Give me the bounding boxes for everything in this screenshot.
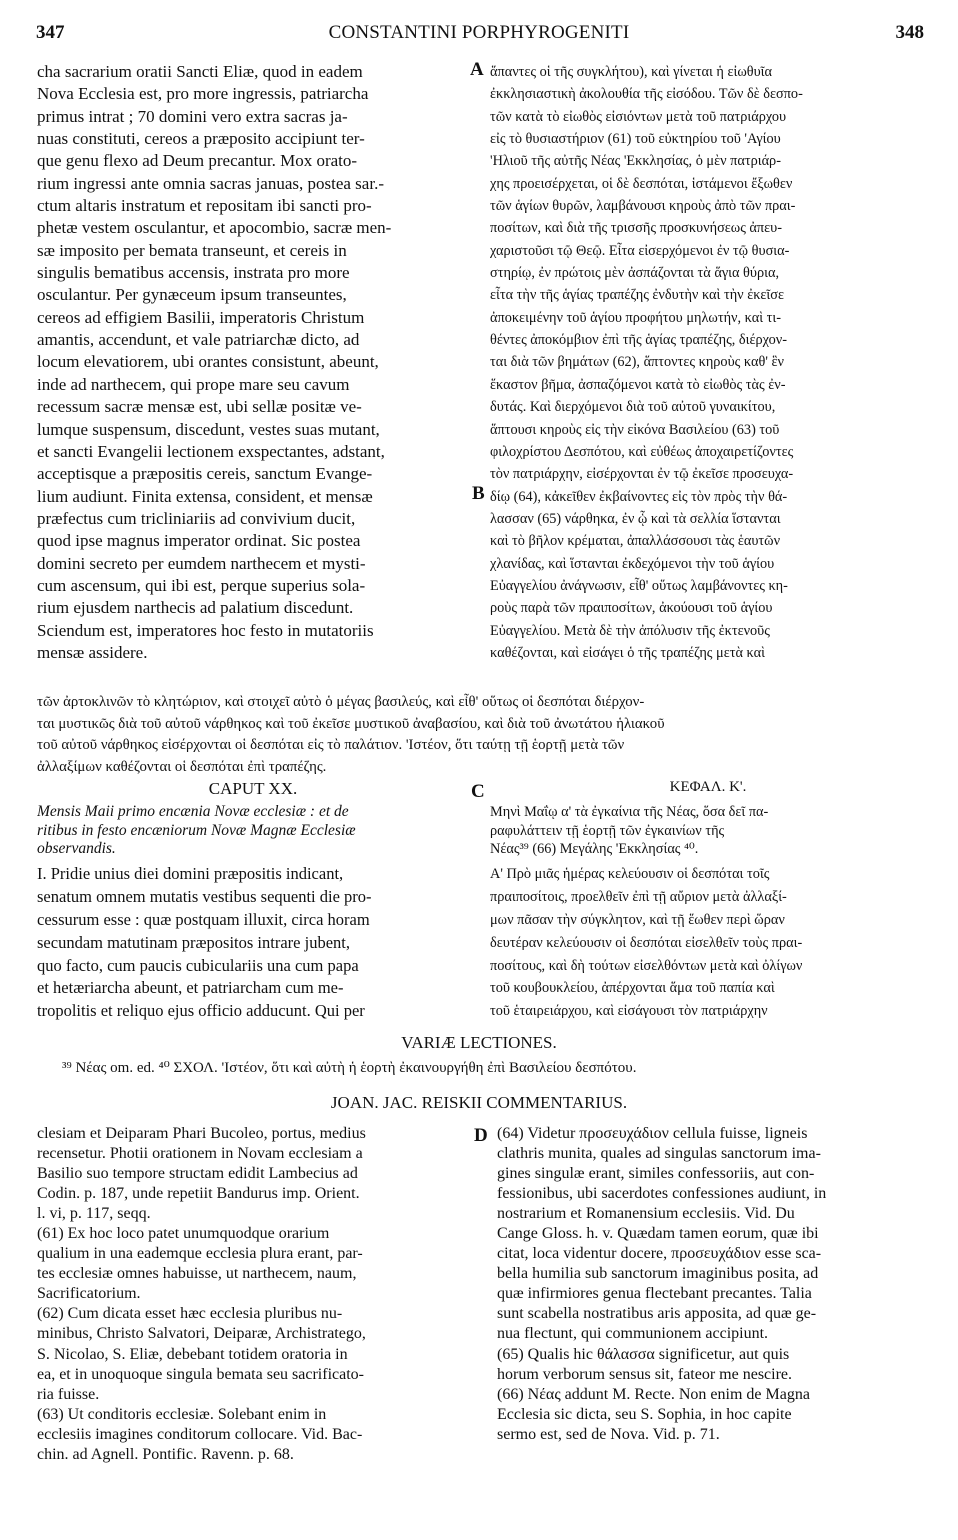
text-line: τοῦ ἑταιρειάρχου, καὶ εἰσάγουσι τὸν πατριάρχην: [490, 1003, 768, 1020]
text-line: S. Nicolao, S. Eliæ, debebant totidem oratoria in: [37, 1345, 348, 1363]
text-line: quæ infirmiores genua flectebant precantes. Talia: [497, 1285, 812, 1303]
text-line: τῶν ἁγίων θυρῶν, λαμβάνουσι κηροὺς ἀπὸ τῶν πραι-: [490, 198, 796, 215]
text-line: primus intrat ; 70 domini vero extra sacras ja-: [37, 106, 348, 126]
text-line: εἰς τὸ θυσιαστήριον (61) τοῦ εὐκτηρίου τοῦ 'Αγίου: [490, 131, 781, 148]
text-line: τὸν πατριάρχην, εἰσέρχονται ἐν τῷ ἐκεῖσε προσευχα-: [490, 466, 794, 483]
text-line: sermo est, sed de Nova. Vid. p. 71.: [497, 1425, 720, 1443]
text-line: (64) Videtur προσευχάδιον cellula fuisse, ligneis: [497, 1125, 808, 1142]
text-line: ποσίτους, καὶ δὴ τούτων εἰσελθόντων μετὰ καὶ ὀλίγων: [490, 957, 803, 974]
text-line: στηρίῳ, ἐν πρώτοις μὲν ἀσπάζονται τὰ ἅγια θύρια,: [490, 265, 780, 282]
text-line: amantis, accendunt, et vale patriarchæ dicto, ad: [37, 330, 360, 350]
greek-column-bottom: [490, 803, 926, 1023]
chapter-title-line: ραφυλάττειν τῇ ἑορτῇ τῶν ἐγκαινίων τῆς: [490, 822, 725, 839]
text-line: ἅπτουσι κηροὺς εἰς τὴν εἰκόνα Βασιλείου (63) τοῦ: [490, 421, 780, 438]
text-line: δυτάς. Καὶ διερχόμενοι διὰ τοῦ αὐτοῦ γυναικίτου,: [490, 399, 776, 416]
text-line: ται διὰ τῶν βημάτων (62), ἅπτοντες κηροὺς καθ' ἓν: [490, 354, 784, 371]
text-line: rium ejusdem narthecis ad palatium discedunt.: [37, 598, 354, 618]
chapter-title-line: Νέας³⁹ (66) Μεγάλης 'Εκκλησίας ⁴⁰.: [490, 841, 699, 857]
text-line: πραιποσίτοις, προελθεῖν ἐπὶ τῇ αὔριον μετὰ ἀλλαξί-: [490, 888, 787, 905]
latin-column-top: [37, 61, 469, 664]
text-line: horum verborum sensus sit, fateor me nescire.: [497, 1365, 793, 1383]
text-line: Εὐαγγελίου. Μετὰ δὲ τὴν ἀπόλυσιν τῆς ἐκτενοῦς: [490, 622, 770, 639]
text-line: μων πᾶσαν τὴν σύγκλητον, καὶ τῇ ἕωθεν περὶ ὥραν: [490, 911, 785, 928]
text-line: phetæ vestem osculantur, et apocombio, sacræ men-: [37, 218, 392, 238]
text-line: Α' Πρὸ μιᾶς ἡμέρας κελεύουσιν οἱ δεσπόται τοῖς: [490, 866, 770, 882]
text-line: δευτέραν κελεύουσιν οἱ δεσπόται εἰσελθεῖν τοὺς πραι-: [490, 934, 803, 951]
text-line: χλανίδας, καὶ ἵστανται ἐκδεχόμενοι τὴν τοῦ ἁγίου: [490, 555, 775, 572]
running-title: CONSTANTINI PORPHYROGENITI: [328, 22, 630, 43]
text-line: cha sacrarium oratii Sancti Eliæ, quod in eadem: [37, 62, 363, 81]
text-line: quod ipse magnus imperator ordinat. Sic postea: [37, 531, 361, 551]
text-line: (66) Νέας addunt M. Recte. Non enim de Magna: [497, 1385, 810, 1403]
text-line: Nova Ecclesia est, pro more ingressis, patriarcha: [37, 84, 369, 104]
margin-letter-d: D: [474, 1125, 488, 1146]
text-line: cum ascensum, qui ibi est, perque superius sola-: [37, 575, 366, 595]
text-line: ροὺς παρὰ τῶν πραιποσίτων, ἀκούουσι τοῦ ἁγίου: [490, 600, 773, 617]
page-number-left: 347: [36, 22, 65, 43]
text-line: τοῦ κουβουκλείου, ἀπέρχονται ἅμα τοῦ παπία καὶ: [490, 980, 775, 997]
text-line: citat, loca videntur docere, προσευχάδιον esse sca-: [497, 1245, 822, 1263]
text-line: (62) Cum dicata esset hæc ecclesia pluribus nu-: [37, 1305, 343, 1323]
greek-full-width: [37, 692, 923, 778]
text-line: sæ imposito per bemata transeunt, et cereis in: [37, 240, 347, 260]
commentary-column-left: [37, 1124, 469, 1465]
text-line: cereos ad effigiem Basilii, imperatoris Christum: [37, 307, 365, 327]
variae-lectiones-text: ³⁹ Νέας om. ed. ⁴⁰ ΣΧΟΛ. 'Ιστέον, ὅτι καὶ αὐτὴ ἡ ἑορτὴ ἐκαινουργήθη ἐπὶ Βασιλείου δεσπότου.: [62, 1060, 637, 1076]
margin-letter-a: A: [470, 59, 484, 80]
text-line: Codin. p. 187, unde repetiit Bandurus imp. Orient.: [37, 1185, 360, 1203]
text-line: inde ad narthecem, qui prope mare seu cavum: [37, 374, 350, 394]
text-line: chin. ad Agnell. Pontific. Ravenn. p. 68.: [37, 1445, 294, 1463]
text-line: recessum sacræ mensæ est, ubi sellæ positæ ve-: [37, 397, 362, 417]
text-line: Εὐαγγελίου ἀνάγνωσιν, εἶθ' οὕτως λαμβάνοντες κη-: [490, 577, 788, 594]
text-line: lumque suspensum, discedunt, vestes suas mutant,: [37, 419, 380, 439]
text-line: recensetur. Photii orationem in Novam ecclesiam a: [37, 1145, 363, 1163]
text-line: 'Ηλιοῦ τῆς αὐτῆς Νέας 'Εκκλησίας, ὁ μὲν πατριάρ-: [490, 153, 781, 170]
text-line: ἀποκειμένην τοῦ ἁγίου προφήτου μηλωτήν, καὶ τι-: [490, 309, 781, 326]
text-line: ται μυστικῶς διὰ τοῦ αὐτοῦ νάρθηκος καὶ τοῦ ἐκεῖσε μυστικοῦ ἀναβασίου, καὶ διὰ τοῦ ἀνωτάτου ἡλιακοῦ: [37, 715, 665, 732]
text-line: osculantur. Per gynæceum ipsum transeuntes,: [37, 285, 347, 305]
commentary-column-right: [497, 1124, 927, 1445]
text-line: domini secreto per eumdem narthecem et mysti-: [37, 553, 366, 573]
text-line: Sacrificatorium.: [37, 1285, 141, 1303]
variae-lectiones-heading: VARIÆ LECTIONES.: [401, 1033, 557, 1052]
text-line: Cange Gloss. h. v. Quædam tamen eorum, quæ ibi: [497, 1225, 819, 1243]
text-line: qualium in una eademque ecclesia plura erant, par-: [37, 1245, 363, 1263]
text-line: (65) Qualis hic θάλασσα significetur, aut quis: [497, 1345, 790, 1363]
text-line: ea, et in unoquoque singula bemata seu sacrificato-: [37, 1365, 364, 1383]
text-line: mensæ assidere.: [37, 642, 148, 662]
margin-letter-b: B: [472, 483, 485, 504]
text-line: secundam matutinam præpositos intrare jubent,: [37, 932, 350, 952]
text-line: χης προεισέρχεται, οἱ δὲ δεσπόται, ἱστάμενοι ἔξωθεν: [490, 175, 793, 192]
text-line: Sciendum est, imperatores hoc festo in mutatoriis: [37, 620, 374, 640]
chapter-title-line: Mensis Maii primo encænia Novæ ecclesiæ : et de: [37, 803, 349, 820]
text-line: ἅπαντες οἱ τῆς συγκλήτου), καὶ γίνεται ἡ εἰωθυῖα: [490, 64, 773, 80]
text-line: φιλοχρίστου Δεσπότου, καὶ εὐθέως ἀποχαιρετίζοντες: [490, 443, 794, 460]
text-line: χαριστοῦσι τῷ Θεῷ. Εἶτα εἰσερχόμενοι ἐν τῷ θυσια-: [490, 242, 790, 259]
commentary-heading: JOAN. JAC. REISKII COMMENTARIUS.: [330, 1093, 628, 1112]
chapter-heading-greek: ΚΕΦΑΛ. Κ'.: [669, 779, 747, 795]
text-line: locum elevatiorem, ubi orantes consistunt, abeunt,: [37, 352, 379, 372]
latin-column-bottom: [37, 803, 469, 1023]
text-line: cessurum esse : quæ postquam illuxit, circa horam: [37, 909, 370, 929]
text-line: l. vi, p. 117, seqq.: [37, 1205, 151, 1223]
text-line: tropolitis et reliquo ejus officio adducunt. Qui per: [37, 1001, 365, 1021]
text-line: nuas constituti, cereos a præposito accipiunt ter-: [37, 129, 365, 149]
text-line: ἐκκλησιαστικὴ ἀκολουθία τῆς εἰσόδου. Τῶν δὲ δεσπο-: [490, 86, 803, 103]
text-line: que genu flexo ad Deum precantur. Mox orato-: [37, 151, 358, 171]
text-line: nua flectunt, qui communionem accipiunt.: [497, 1325, 769, 1343]
text-line: nostrarium et Romanensium ecclesiis. Vid. Du: [497, 1205, 795, 1223]
text-line: quo facto, cum paucis cubiculariis una cum papa: [37, 955, 359, 975]
text-line: præfectus cum tricliniariis ad convivium ducit,: [37, 508, 356, 528]
text-line: ria fuisse.: [37, 1385, 100, 1403]
text-line: bella humilia sub sanctorum imaginibus posita, ad: [497, 1265, 819, 1283]
text-line: et sancti Evangelii lectionem exspectantes, adstant,: [37, 441, 385, 461]
text-line: τοῦ αὐτοῦ νάρθηκος εἰσέρχονται οἱ δεσπόται εἰς τὸ παλάτιον. 'Ιστέον, ὅτι ταύτῃ τῇ ἑορτῇ μετὰ τῶν: [37, 737, 625, 753]
text-line: καὶ τὸ βῆλον κρέμαται, ἀπαλλάσσουσι τὰς ἑαυτῶν: [490, 533, 781, 550]
text-line: Basilio suo tempore structam edidit Lambecius ad: [37, 1165, 358, 1183]
chapter-heading-latin: CAPUT XX.: [208, 779, 298, 798]
text-line: tes ecclesiæ omnes habuisse, ut narthecem, naum,: [37, 1265, 357, 1283]
text-line: I. Pridie unius diei domini præpositis indicant,: [37, 864, 344, 883]
text-line: ἕκαστον βῆμα, ἀσπαζόμενοι κατὰ τὸ εἰωθὸς τὰς ἐν-: [490, 376, 786, 393]
text-line: τῶν κατὰ τὸ εἰωθὸς εἰσιόντων μετὰ τοῦ πατριάρχου: [490, 108, 787, 125]
margin-letter-c: C: [471, 781, 485, 802]
text-line: rium ingressi ante omnia sacras januas, postea sar.-: [37, 173, 384, 193]
text-line: θέντες ἀποκόμβιον ἐπὶ τῆς ἁγίας τραπέζης, διέρχον-: [490, 332, 788, 349]
text-line: ecclesiis imagines conditorum collocare. Vid. Bac-: [37, 1425, 363, 1443]
text-line: sunt scabella nostratibus aris apposita, ad quæ ge-: [497, 1305, 817, 1323]
text-line: acceptisque a præpositis cereis, sanctum Evange-: [37, 464, 373, 484]
chapter-title-line: ritibus in festo encæniorum Novæ Magnæ Ecclesiæ: [37, 821, 356, 839]
text-line: ποσίτων, καὶ διὰ τῆς τρισσῆς προσκυνήσεως ἀπευ-: [490, 220, 782, 237]
greek-column-top: [490, 61, 926, 664]
page-header: [0, 22, 958, 52]
text-line: (63) Ut conditoris ecclesiæ. Solebant enim in: [37, 1405, 327, 1423]
text-line: Ecclesia sic dicta, seu S. Sophia, in hoc capite: [497, 1405, 792, 1423]
text-line: fessionibus, ubi sacerdotes confessiones audiunt, in: [497, 1185, 827, 1203]
text-line: clesiam et Deiparam Phari Bucoleo, portus, medius: [37, 1125, 366, 1142]
text-line: singulis bematibus accensis, instrata pro more: [37, 263, 350, 283]
chapter-title-line: observandis.: [37, 840, 116, 857]
text-line: τῶν ἀρτοκλινῶν τὸ κλητώριον, καὶ στοιχεῖ αὐτὸ ὁ μέγας βασιλεύς, καὶ εἶθ' οὕτως οἱ δεσπόται διέρχον-: [37, 694, 645, 710]
text-line: δίῳ (64), κἀκεῖθεν ἐκβαίνοντες εἰς τὸν πρὸς τὴν θά-: [490, 488, 788, 505]
text-line: (61) Ex hoc loco patet unumquodque orarium: [37, 1225, 330, 1243]
text-line: ἀλλαξίμων καθέζονται οἱ δεσπόται ἐπὶ τραπέζης.: [37, 758, 327, 775]
text-line: senatum omnem mutatis vestibus sequenti die pro-: [37, 886, 372, 906]
text-line: lium audiunt. Finita extensa, consident, et mensæ: [37, 486, 373, 506]
text-line: gines singulæ erant, similes confessoriis, aut con-: [497, 1165, 815, 1183]
text-line: ctum altaris instratum et repositam ibi sancti pro-: [37, 196, 372, 216]
text-line: clathris munita, quales ad singulas sanctorum ima-: [497, 1145, 821, 1163]
text-line: καθέζονται, καὶ εἰσάγει ὁ τῆς τραπέζης μετὰ καὶ: [490, 644, 765, 661]
page-number-right: 348: [895, 22, 924, 43]
chapter-title-line: Μηνὶ Μαΐῳ α' τὰ ἐγκαίνια τῆς Νέας, ὅσα δεῖ πα-: [490, 804, 769, 820]
text-line: εἶτα τὴν τῆς ἁγίας τραπέζης ἐνδυτὴν καὶ τὴν ἐκεῖσε: [490, 287, 784, 304]
text-line: minibus, Christo Salvatori, Deiparæ, Archistratego,: [37, 1325, 366, 1343]
text-line: λασσαν (65) νάρθηκα, ἐν ᾧ καὶ τὰ σελλία ἵστανται: [490, 510, 781, 527]
text-line: et hetæriarcha abeunt, et patriarcham cum me-: [37, 978, 344, 998]
